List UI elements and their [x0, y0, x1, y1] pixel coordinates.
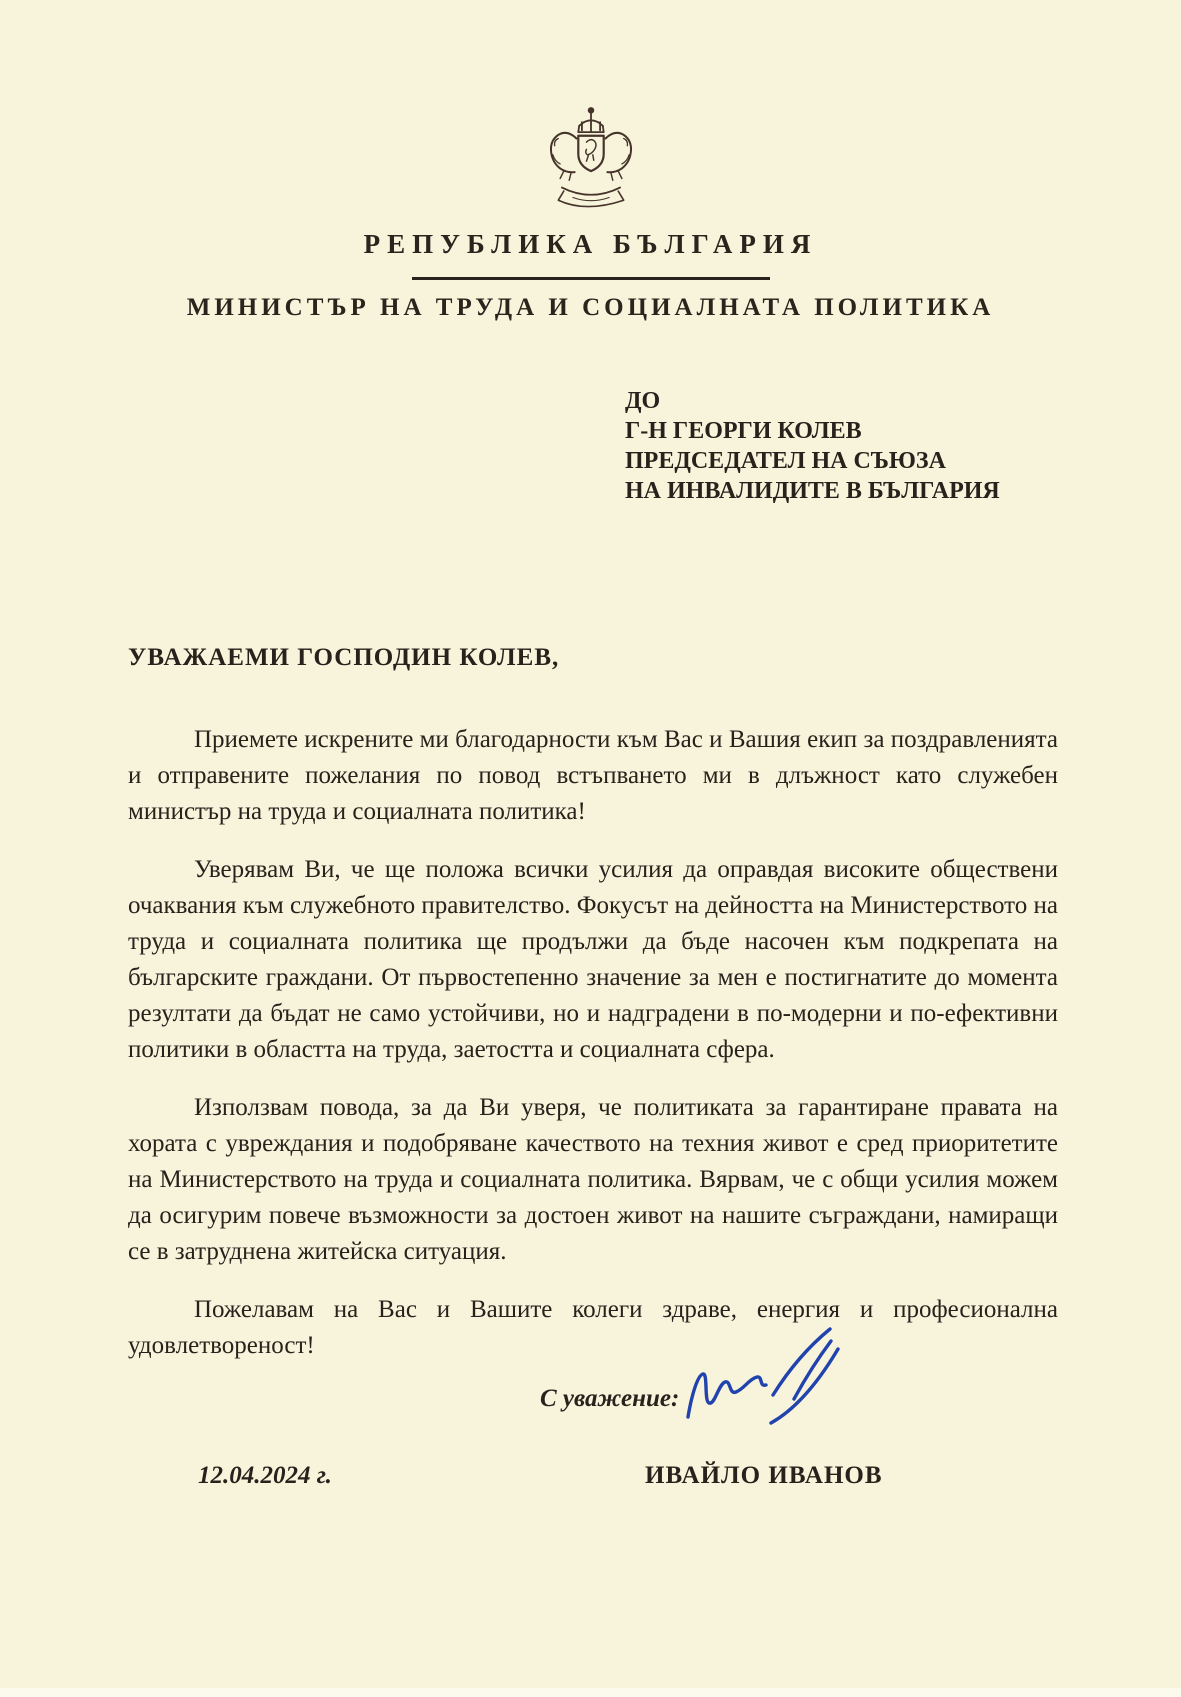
closing-label: С уважение:	[540, 1385, 680, 1412]
salutation: УВАЖАЕМИ ГОСПОДИН КОЛЕВ,	[128, 644, 560, 671]
body-paragraph-1: Приемете искрените ми благодарности към Вас и Вашия екип за поздравленията и отправените пожелания по повод встъпването ми в длъжност като служебен министър на труда и социалната политика!	[128, 726, 1058, 825]
letterhead	[0, 104, 1181, 322]
scan-edge	[0, 1688, 1181, 1697]
recipient-line-to: ДО	[625, 388, 661, 414]
letter-date: 12.04.2024 г.	[198, 1462, 332, 1489]
recipient-line-title: ПРЕДСЕДАТЕЛ НА СЪЮЗА	[625, 448, 946, 474]
recipient-line-org: НА ИНВАЛИДИТЕ В БЪЛГАРИЯ	[625, 478, 1000, 504]
letter-body	[128, 640, 1058, 1386]
body-paragraph-4: Пожелавам на Вас и Вашите колеги здраве, енергия и професионална удовлетвореност!	[128, 1296, 1058, 1359]
recipient-block	[625, 386, 1000, 506]
ministry-title: МИНИСТЪР НА ТРУДА И СОЦИАЛНАТА ПОЛИТИКА	[186, 294, 995, 321]
title-divider	[412, 277, 770, 280]
bulgaria-coat-of-arms-icon	[535, 104, 647, 222]
republic-title: РЕПУБЛИКА БЪЛГАРИЯ	[363, 229, 818, 259]
body-paragraph-2: Уверявам Ви, че ще положа всички усилия да оправдая високите обществени очаквания към служебното правителство. Фокусът на дейността на Министерството на труда и социалната политика ще продължи да бъде насочен към подкрепата на българските граждани. От първостепенно значение за мен е постигнатите до момента резултати да бъдат не само устойчиви, но и надградени в по-модерни и по-ефективни политики в областта на труда, заетостта и социалната сфера.	[128, 856, 1058, 1063]
handwritten-signature-icon	[678, 1318, 858, 1440]
signer-name: ИВАЙЛО ИВАНОВ	[645, 1462, 883, 1489]
body-paragraph-3: Използвам повода, за да Ви уверя, че политиката за гарантиране правата на хората с увреждания и подобряване качеството на техния живот е сред приоритетите на Министерството на труда и социалната политика. Вярвам, че с общи усилия можем да осигурим повече възможности за достоен живот на нашите съграждани, намиращи се в затруднена житейска ситуация.	[128, 1094, 1058, 1265]
recipient-line-name: Г-Н ГЕОРГИ КОЛЕВ	[625, 418, 862, 444]
